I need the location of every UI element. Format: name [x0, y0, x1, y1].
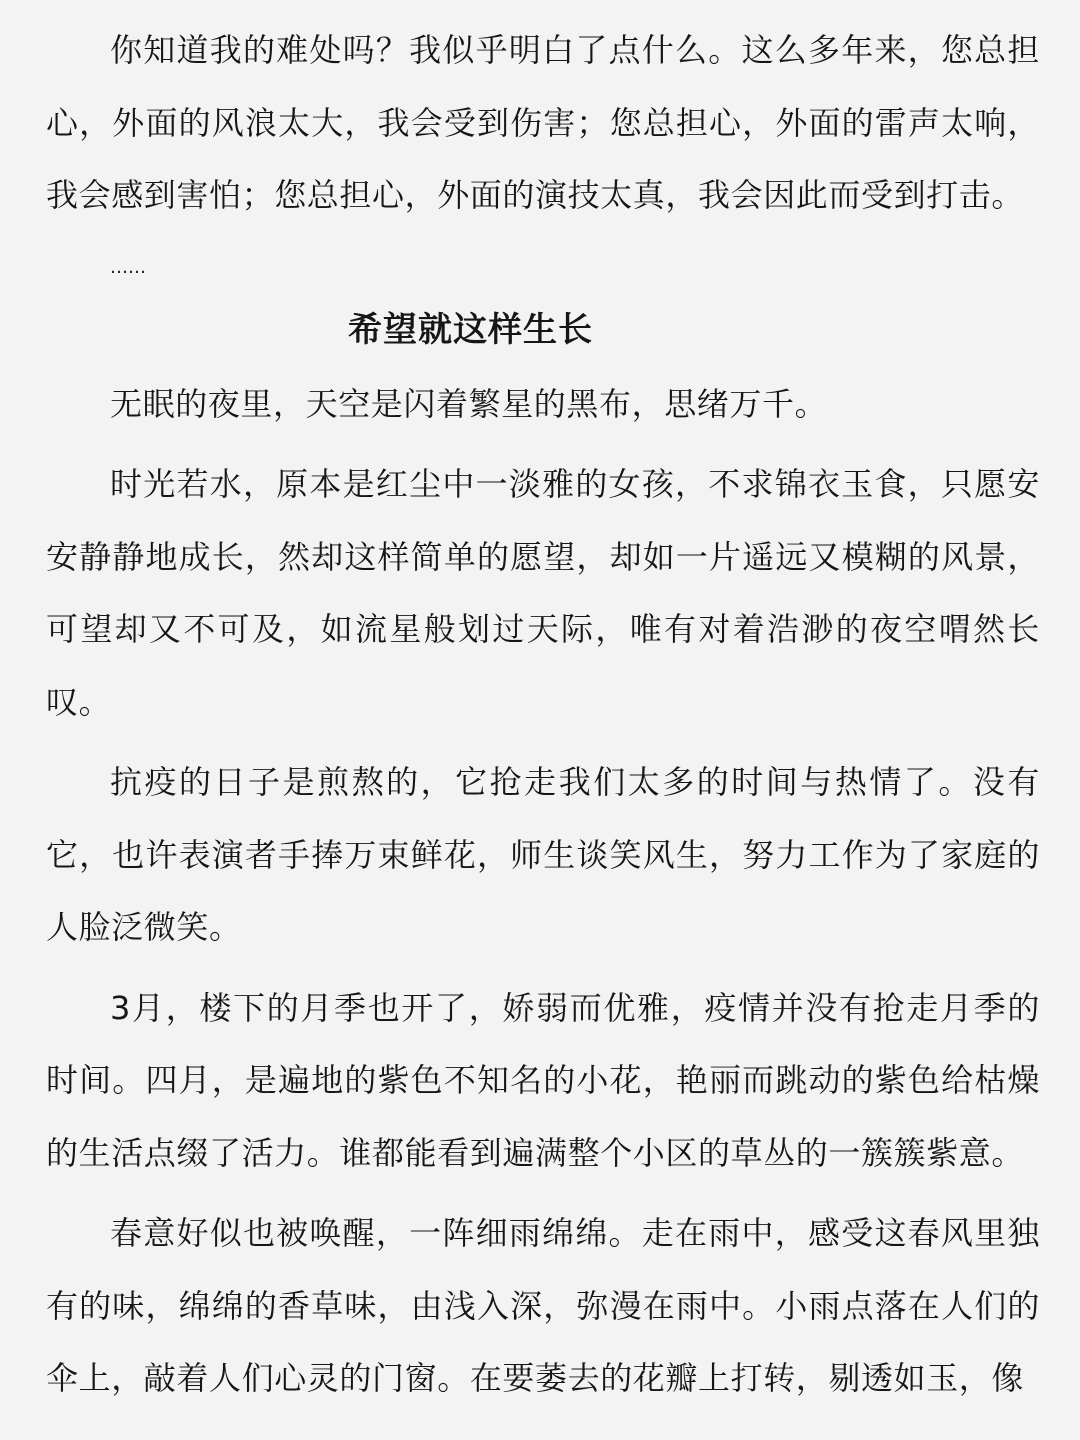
body-paragraph-5: 春意好似也被唤醒，一阵细雨绵绵。走在雨中，感受这春风里独有的味，绵绵的香草味，由浅入深，弥漫在雨中。小雨点落在人们的伞上，敲着人们心灵的门窗。在要萎去的花瓣上打转，剔透如玉，像	[46, 1214, 1040, 1397]
essay-title: 希望就这样生长	[348, 309, 593, 350]
body-paragraph-2: 时光若水，原本是红尘中一淡雅的女孩，不求锦衣玉食，只愿安安静静地成长，然却这样简单的愿望，却如一片遥远又模糊的风景，可望却又不可及，如流星般划过天际，唯有对着浩渺的夜空喟然长叹。	[46, 465, 1040, 721]
intro-paragraph: 你知道我的难处吗？我似乎明白了点什么。这么多年来，您总担心，外面的风浪太大，我会受到伤害；您总担心，外面的雷声太响，我会感到害怕；您总担心，外面的演技太真，我会因此而受到打击。	[46, 31, 1040, 214]
body-paragraph-4: 3月，楼下的月季也开了，娇弱而优雅，疫情并没有抢走月季的时间。四月，是遍地的紫色不知名的小花，艳丽而跳动的紫色给枯燥的生活点缀了活力。谁都能看到遍满整个小区的草丛的一簇簇紫意。	[46, 988, 1040, 1172]
body-paragraph-1: 无眠的夜里，天空是闪着繁星的黑布，思绪万千。	[110, 384, 828, 423]
ellipsis-marker: ……	[110, 256, 146, 278]
body-paragraph-3: 抗疫的日子是煎熬的，它抢走我们太多的时间与热情了。没有它，也许表演者手捧万束鲜花，师生谈笑风生，努力工作为了家庭的人脸泛微笑。	[46, 763, 1040, 946]
